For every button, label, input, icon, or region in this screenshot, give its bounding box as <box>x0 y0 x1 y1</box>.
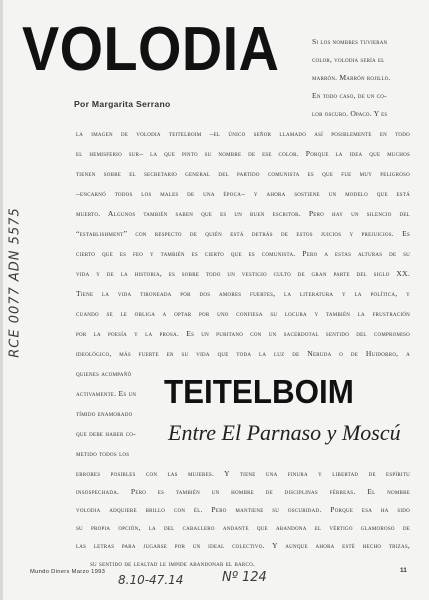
body-line: insospechada. Pero es también un hombre de disciplinas férreas. El nombre <box>76 487 410 496</box>
body-line: ideológico, más fuerte en su vida que toda la luz de Neruda o de Huidobro, a <box>76 349 410 358</box>
body-line: volodia adquiere brillo con él. Pero mantiene su oscuridad. Porque esa ha sido <box>76 505 410 514</box>
handwritten-archive-code <box>0 185 23 395</box>
page-number: 11 <box>400 567 407 574</box>
body-line-left: tímido enamorado <box>76 409 133 418</box>
body-line: Tiene la vida tironeada por dos amores fuertes, la literatura y la política, y <box>76 289 410 298</box>
body-line-last: su sentido de lealtad le impide abandonar el barco. <box>90 559 256 568</box>
body-line: la imagen de volodia teitelboim –el único señor llamado así posiblemente en todo <box>76 129 410 138</box>
handwritten-archive-code-text: RCE 0077 ADN 5575 <box>7 207 23 358</box>
body-line-left: que debe haber co- <box>76 429 136 438</box>
body-line: tienen sobre el secretario general del partido comunista es que fue muy peligroso <box>76 169 410 178</box>
intro-line: En todo caso, de un co- <box>312 91 387 100</box>
intro-line: lor oscuro. Opaco. Y es <box>312 109 388 118</box>
handwritten-bottom-note: 8.10-47.14 <box>118 573 184 587</box>
body-line: el hemisferio sur– la que pinto su nombre de ese color. Porque la idea que muchos <box>76 149 410 158</box>
body-line: por la poesía y la prosa. Es un puritano con un sacerdotal sentido del compromiso <box>76 329 410 338</box>
body-line: “establishment” con respecto de quién está detrás de estos juicios y prejuicios. Es <box>76 229 410 238</box>
body-line: –encarnó todos los males de una época– y ahora sostiene un modelo que está <box>76 189 410 198</box>
byline: Por Margarita Serrano <box>74 99 171 109</box>
intro-line: marrón. Marrón rojillo. <box>312 73 391 82</box>
body-line-left: metido todos los <box>76 449 130 458</box>
intro-line: color, volodia sería el <box>312 55 385 64</box>
body-line: errores posibles con las mujeres. Y tiene una finura y libertad de espíritu <box>76 469 410 478</box>
footer-publication: Mundo Diners Marzo 1993 <box>30 569 106 575</box>
body-line: muerto. Algunos también saben que es un buen escritor. Pero hay un silencio del <box>76 209 410 218</box>
body-line: las letras para jugarse por un ideal colectivo. Y aunque ahora esté hecho trizas, <box>76 541 410 550</box>
headline-teitelboim: TEITELBOIM <box>164 373 354 410</box>
body-line: cierto que es feo y también es cierto que es comunista. Pero a estas alturas de su <box>76 249 410 258</box>
body-line-left: activamente. Es un <box>76 389 137 398</box>
handwritten-folio-number: Nº 124 <box>222 570 267 585</box>
headline-volodia: VOLODIA <box>22 15 280 84</box>
body-line: vida y de la historia, es sobre todo un vestigio culto de gran parte del siglo XX. <box>76 269 410 278</box>
body-line: su propia opción, la del caballero andante que abandona el vértigo glamoroso de <box>76 523 410 532</box>
body-line-left: quienes acompañó <box>76 369 132 378</box>
body-line: cuando se le obliga a optar por uno confiesa su locura y también la frustración <box>76 309 410 318</box>
script-subtitle: Entre El Parnaso y Moscú <box>168 420 401 445</box>
intro-line: Si los nombres tuvieran <box>312 37 388 46</box>
